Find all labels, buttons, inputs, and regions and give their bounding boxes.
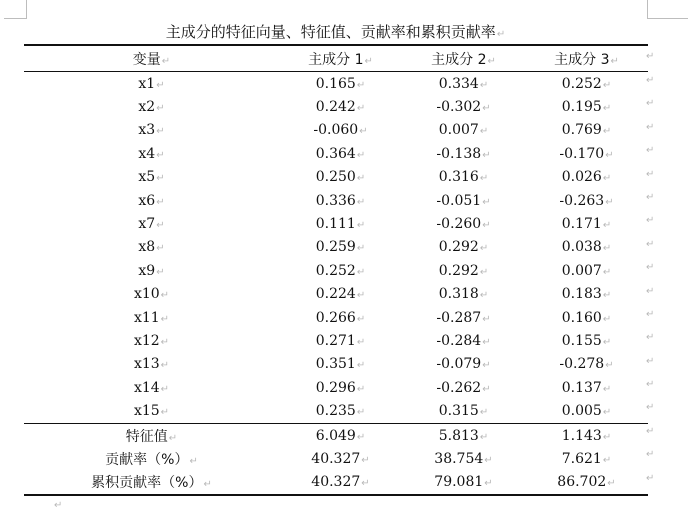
paragraph-mark-icon: ↵ <box>361 478 370 490</box>
variable-cell[interactable] <box>24 403 279 419</box>
header-cell-variable[interactable] <box>24 49 279 69</box>
row-end-mark-icon: ↵ <box>646 262 655 274</box>
paragraph-mark-icon: ↵ <box>479 79 489 91</box>
table-caption[interactable] <box>24 22 647 45</box>
table-row <box>24 95 648 118</box>
paragraph-mark-icon: ↵ <box>479 126 489 138</box>
variable-cell[interactable] <box>24 380 279 396</box>
variable-cell-text: x8 <box>138 239 156 256</box>
summary-label-cell-text: 累积贡献率（%） <box>91 475 203 492</box>
variable-cell[interactable] <box>24 169 279 185</box>
pc2-cell[interactable] <box>402 193 525 209</box>
paragraph-mark-icon: ↵ <box>356 266 366 278</box>
paragraph-mark-icon: ↵ <box>356 290 366 302</box>
paragraph-mark-icon: ↵ <box>484 478 493 490</box>
pc3-cell-text: 0.160 <box>561 309 602 326</box>
paragraph-mark-icon: ↵ <box>484 454 493 466</box>
paragraph-mark-icon: ↵ <box>54 500 63 511</box>
paragraph-mark-icon: ↵ <box>602 126 612 138</box>
pc2-cell-text: -0.260 <box>436 216 482 233</box>
pc1-cell-text: 0.259 <box>315 239 356 256</box>
pc1-cell-text: 6.049 <box>315 427 356 444</box>
pc3-cell-text: 1.143 <box>561 427 602 444</box>
header-pc2-label: 主成分 2 <box>431 51 487 68</box>
variable-cell[interactable] <box>24 216 279 232</box>
table-summary <box>24 423 648 494</box>
paragraph-mark-icon: ↵ <box>482 383 491 395</box>
summary-row <box>24 471 648 494</box>
row-end-mark-icon: ↵ <box>646 355 655 367</box>
pc3-cell-text: 0.038 <box>561 239 602 256</box>
paragraph-mark-icon: ↵ <box>364 55 373 67</box>
table-row <box>24 212 648 235</box>
paragraph-mark-icon: ↵ <box>356 220 366 232</box>
paragraph-mark-icon: ↵ <box>156 126 165 138</box>
paragraph-mark-icon: ↵ <box>361 454 370 466</box>
paragraph-mark-icon: ↵ <box>356 407 366 419</box>
paragraph-mark-icon: ↵ <box>156 243 165 255</box>
paragraph-mark-icon: ↵ <box>160 383 170 395</box>
pc3-cell-text: -0.170 <box>559 145 605 162</box>
pc2-cell[interactable] <box>402 333 525 349</box>
header-pc3-label: 主成分 3 <box>554 51 610 68</box>
pc3-cell-text: 0.183 <box>561 286 602 303</box>
pc1-cell[interactable] <box>279 403 402 419</box>
pc3-cell-text: 0.007 <box>561 262 602 279</box>
variable-cell-text: x2 <box>138 99 156 116</box>
pc3-cell[interactable] <box>525 122 648 138</box>
pc2-cell-text: 0.007 <box>438 122 479 139</box>
pc1-cell[interactable] <box>279 99 402 115</box>
pc3-cell[interactable] <box>525 99 648 115</box>
pc3-cell-text: -0.263 <box>559 192 605 209</box>
paragraph-mark-icon: ↵ <box>156 103 165 115</box>
pc2-cell-text: -0.302 <box>436 99 482 116</box>
pc1-cell[interactable] <box>279 380 402 396</box>
pc3-cell[interactable] <box>525 263 648 279</box>
paragraph-mark-icon: ↵ <box>359 126 368 138</box>
pc1-cell-text: 0.364 <box>315 145 356 162</box>
table-row <box>24 259 648 282</box>
paragraph-mark-icon: ↵ <box>156 220 165 232</box>
header-cell-pc2[interactable] <box>402 49 525 69</box>
pc2-cell[interactable] <box>402 169 525 185</box>
row-end-mark-icon: ↵ <box>646 121 655 133</box>
paragraph-mark-icon: ↵ <box>602 313 612 325</box>
paragraph-mark-icon: ↵ <box>602 336 612 348</box>
header-pc1-label: 主成分 1 <box>308 51 364 68</box>
summary-label-cell[interactable] <box>24 472 279 492</box>
pc1-cell-text: 0.250 <box>315 169 356 186</box>
pc1-cell-text: 0.224 <box>315 286 356 303</box>
pc1-cell-text: 0.242 <box>315 99 356 116</box>
paragraph-mark-icon: ↵ <box>482 360 491 372</box>
paragraph-mark-icon: ↵ <box>602 431 612 443</box>
summary-label-cell-text: 特征值 <box>125 428 168 445</box>
pc1-cell-text: 0.351 <box>315 356 356 373</box>
table-caption-text: 主成分的特征向量、特征值、贡献率和累积贡献率 <box>165 23 496 41</box>
paragraph-mark-icon: ↵ <box>602 243 612 255</box>
paragraph-mark-icon: ↵ <box>482 313 491 325</box>
table-row <box>24 189 648 212</box>
pc1-cell[interactable] <box>279 193 402 209</box>
paragraph-mark-icon: ↵ <box>479 290 489 302</box>
pc3-cell[interactable] <box>525 403 648 419</box>
pc3-cell[interactable] <box>525 146 648 162</box>
row-end-mark-icon: ↵ <box>646 168 655 180</box>
pc3-cell[interactable] <box>525 310 648 326</box>
paragraph-mark-icon: ↵ <box>602 266 612 278</box>
pc2-cell[interactable] <box>402 380 525 396</box>
variable-cell[interactable] <box>24 146 279 162</box>
pc3-cell-text: 0.171 <box>561 216 602 233</box>
summary-row <box>24 447 648 470</box>
variable-cell-text: x7 <box>138 216 156 233</box>
paragraph-mark-icon: ↵ <box>356 383 366 395</box>
pc2-cell[interactable] <box>402 356 525 372</box>
header-cell-pc1[interactable] <box>279 49 402 69</box>
variable-cell-text: x13 <box>133 356 160 373</box>
pc3-cell-text: 7.621 <box>561 450 602 467</box>
paragraph-mark-icon: ↵ <box>602 454 612 466</box>
table-row <box>24 236 648 259</box>
table-row <box>24 306 648 329</box>
pc1-cell[interactable] <box>279 310 402 326</box>
paragraph-mark-icon: ↵ <box>356 243 366 255</box>
table-row <box>24 376 648 399</box>
pc3-cell[interactable] <box>525 380 648 396</box>
paragraph-mark-icon: ↵ <box>160 336 170 348</box>
variable-cell-text: x12 <box>133 332 160 349</box>
variable-cell-text: x10 <box>133 286 160 303</box>
pc2-cell[interactable] <box>402 146 525 162</box>
paragraph-mark-icon: ↵ <box>356 313 366 325</box>
variable-cell-text: x5 <box>138 169 156 186</box>
pc2-cell-text: 0.318 <box>438 286 479 303</box>
paragraph-mark-icon: ↵ <box>356 149 366 161</box>
pc2-cell-text: 0.334 <box>438 75 479 92</box>
table-header-row <box>24 46 648 72</box>
pc1-cell[interactable] <box>279 122 402 138</box>
paragraph-mark-icon: ↵ <box>602 173 612 185</box>
variable-cell-text: x1 <box>138 75 156 92</box>
row-end-mark-icon: ↵ <box>646 285 655 297</box>
pc2-cell[interactable] <box>402 451 525 467</box>
pc2-cell[interactable] <box>402 99 525 115</box>
paragraph-mark-icon: ↵ <box>479 173 489 185</box>
table-row <box>24 283 648 306</box>
pc3-cell-text: 0.769 <box>561 122 602 139</box>
row-end-mark-icon: ↵ <box>646 425 655 437</box>
paragraph-mark-icon: ↵ <box>168 432 178 444</box>
pc3-cell[interactable] <box>525 333 648 349</box>
pc1-cell-text: 0.296 <box>315 379 356 396</box>
summary-label-cell[interactable] <box>24 426 279 446</box>
pc3-cell-text: 0.252 <box>561 75 602 92</box>
paragraph-mark-icon: ↵ <box>479 243 489 255</box>
pc2-cell-text: -0.262 <box>436 379 482 396</box>
summary-label-cell[interactable] <box>24 449 279 469</box>
variable-cell[interactable] <box>24 310 279 326</box>
principal-component-table[interactable] <box>24 44 648 496</box>
pc2-cell[interactable] <box>402 76 525 92</box>
pc2-cell-text: 0.315 <box>438 403 479 420</box>
pc2-cell-text: 79.081 <box>434 474 484 491</box>
paragraph-mark-icon: ↵ <box>160 360 170 372</box>
table-row <box>24 166 648 189</box>
row-end-mark-icon: ↵ <box>646 238 655 250</box>
row-end-mark-icon: ↵ <box>646 402 655 414</box>
pc3-cell-text: 0.137 <box>561 379 602 396</box>
variable-cell-text: x15 <box>133 403 160 420</box>
pc3-cell[interactable] <box>525 169 648 185</box>
variable-cell[interactable] <box>24 76 279 92</box>
pc1-cell[interactable] <box>279 263 402 279</box>
pc3-cell-text: 0.195 <box>561 99 602 116</box>
row-end-mark-icon: ↵ <box>646 191 655 203</box>
pc1-cell-text: 0.271 <box>315 332 356 349</box>
pc1-cell[interactable] <box>279 169 402 185</box>
pc3-cell[interactable] <box>525 239 648 255</box>
pc2-cell-text: -0.079 <box>436 356 482 373</box>
row-end-mark-icon: ↵ <box>646 75 655 86</box>
pc2-cell[interactable] <box>402 286 525 302</box>
paragraph-mark-icon: ↵ <box>482 149 491 161</box>
pc3-cell[interactable] <box>525 76 648 92</box>
pc3-cell[interactable] <box>525 216 648 232</box>
header-variable-label: 变量 <box>132 51 161 68</box>
pc1-cell[interactable] <box>279 333 402 349</box>
pc2-cell-text: 5.813 <box>438 427 479 444</box>
paragraph-mark-icon: ↵ <box>356 103 366 115</box>
pc3-cell-text: 0.005 <box>561 403 602 420</box>
paragraph-mark-icon: ↵ <box>356 173 366 185</box>
table-row <box>24 72 648 95</box>
row-end-mark-icon: ↵ <box>646 308 655 320</box>
table-row <box>24 353 648 376</box>
table-row <box>24 329 648 352</box>
pc1-cell-text: 40.327 <box>311 450 361 467</box>
pc1-cell[interactable] <box>279 356 402 372</box>
paragraph-mark-icon: ↵ <box>356 336 366 348</box>
pc2-cell-text: -0.051 <box>436 192 482 209</box>
paragraph-mark-icon: ↵ <box>610 55 619 67</box>
pc2-cell-text: -0.138 <box>436 145 482 162</box>
variable-cell[interactable] <box>24 122 279 138</box>
pc1-cell-text: 40.327 <box>311 474 361 491</box>
pc2-cell-text: 0.292 <box>438 262 479 279</box>
pc2-cell[interactable] <box>402 310 525 326</box>
variable-cell-text: x4 <box>138 145 156 162</box>
variable-cell-text: x3 <box>138 122 156 139</box>
pc3-cell-text: 86.702 <box>557 474 607 491</box>
paragraph-mark-icon: ↵ <box>156 196 165 208</box>
variable-cell[interactable] <box>24 333 279 349</box>
paragraph-mark-icon: ↵ <box>482 220 491 232</box>
pc3-cell[interactable] <box>525 474 648 490</box>
pc3-cell[interactable] <box>525 451 648 467</box>
paragraph-mark-icon: ↵ <box>602 103 612 115</box>
table-row <box>24 399 648 422</box>
pc1-cell-text: 0.252 <box>315 262 356 279</box>
paragraph-mark-icon: ↵ <box>160 407 170 419</box>
paragraph-mark-icon: ↵ <box>605 149 614 161</box>
paragraph-mark-icon: ↵ <box>479 407 489 419</box>
pc2-cell-text: -0.287 <box>436 309 482 326</box>
variable-cell-text: x9 <box>138 262 156 279</box>
paragraph-mark-icon: ↵ <box>161 55 171 67</box>
pc1-cell[interactable] <box>279 286 402 302</box>
pc2-cell-text: 38.754 <box>434 450 484 467</box>
paragraph-mark-icon: ↵ <box>482 336 491 348</box>
row-end-mark-icon: ↵ <box>646 332 655 344</box>
pc1-cell[interactable] <box>279 76 402 92</box>
pc1-cell-text: 0.165 <box>315 75 356 92</box>
paragraph-mark-icon: ↵ <box>156 79 165 91</box>
variable-cell[interactable] <box>24 239 279 255</box>
pc3-cell-text: 0.026 <box>561 169 602 186</box>
pc2-cell[interactable] <box>402 428 525 444</box>
pc2-cell-text: -0.284 <box>436 332 482 349</box>
paragraph-mark-icon: ↵ <box>602 407 612 419</box>
table-row <box>24 119 648 142</box>
pc1-cell[interactable] <box>279 428 402 444</box>
paragraph-mark-icon: ↵ <box>605 196 614 208</box>
paragraph-mark-icon: ↵ <box>602 220 612 232</box>
paragraph-mark-icon: ↵ <box>189 455 198 467</box>
pc1-cell[interactable] <box>279 474 402 490</box>
paragraph-mark-icon: ↵ <box>602 383 612 395</box>
pc2-cell[interactable] <box>402 403 525 419</box>
variable-cell[interactable] <box>24 99 279 115</box>
pc1-cell-text: 0.235 <box>315 403 356 420</box>
paragraph-mark-icon: ↵ <box>602 290 612 302</box>
pc1-cell[interactable] <box>279 239 402 255</box>
paragraph-mark-icon: ↵ <box>605 360 614 372</box>
variable-cell[interactable] <box>24 356 279 372</box>
paragraph-mark-icon: ↵ <box>482 103 491 115</box>
row-end-mark-icon: ↵ <box>646 472 655 484</box>
pc1-cell-text: -0.060 <box>313 122 359 139</box>
variable-cell[interactable] <box>24 286 279 302</box>
table-body <box>24 72 648 423</box>
paragraph-mark-icon: ↵ <box>160 290 170 302</box>
table-row <box>24 142 648 165</box>
paragraph-mark-icon: ↵ <box>482 196 491 208</box>
pc2-cell-text: 0.316 <box>438 169 479 186</box>
paragraph-mark-icon: ↵ <box>496 29 506 40</box>
variable-cell-text: x14 <box>133 379 160 396</box>
row-end-mark-icon: ↵ <box>646 449 655 461</box>
pc1-cell[interactable] <box>279 451 402 467</box>
variable-cell[interactable] <box>24 263 279 279</box>
page-corner-top-left <box>4 0 27 19</box>
paragraph-mark-icon: ↵ <box>487 55 496 67</box>
paragraph-mark-icon: ↵ <box>356 79 366 91</box>
pc3-cell[interactable] <box>525 428 648 444</box>
pc1-cell-text: 0.111 <box>315 216 356 233</box>
paragraph-mark-icon: ↵ <box>479 431 489 443</box>
paragraph-mark-icon: ↵ <box>203 479 212 491</box>
header-cell-pc3[interactable] <box>525 49 648 69</box>
paragraph-mark-icon: ↵ <box>607 478 616 490</box>
paragraph-mark-icon: ↵ <box>156 173 165 185</box>
row-end-mark-icon: ↵ <box>646 215 655 227</box>
paragraph-mark-icon: ↵ <box>479 266 489 278</box>
pc2-cell[interactable] <box>402 474 525 490</box>
paragraph-mark-icon: ↵ <box>602 79 612 91</box>
row-end-mark-icon: ↵ <box>646 98 655 110</box>
pc2-cell[interactable] <box>402 216 525 232</box>
paragraph-mark-icon: ↵ <box>356 360 366 372</box>
row-end-mark-icon: ↵ <box>646 51 655 62</box>
paragraph-mark-icon: ↵ <box>356 196 366 208</box>
row-end-mark-icon: ↵ <box>646 379 655 391</box>
variable-cell-text: x11 <box>133 309 160 326</box>
pc3-cell[interactable] <box>525 286 648 302</box>
pc2-cell[interactable] <box>402 263 525 279</box>
pc1-cell[interactable] <box>279 216 402 232</box>
summary-row <box>24 423 648 447</box>
paragraph-mark-icon: ↵ <box>156 149 165 161</box>
pc3-cell-text: 0.155 <box>561 332 602 349</box>
pc1-cell[interactable] <box>279 146 402 162</box>
paragraph-mark-icon: ↵ <box>160 313 170 325</box>
summary-label-cell-text: 贡献率（%） <box>105 451 189 468</box>
row-end-marks <box>646 44 660 490</box>
variable-cell[interactable] <box>24 193 279 209</box>
pc1-cell-text: 0.266 <box>315 309 356 326</box>
pc2-cell-text: 0.292 <box>438 239 479 256</box>
pc1-cell-text: 0.336 <box>315 192 356 209</box>
pc2-cell[interactable] <box>402 239 525 255</box>
row-end-mark-icon: ↵ <box>646 145 655 157</box>
pc3-cell[interactable] <box>525 356 648 372</box>
variable-cell-text: x6 <box>138 192 156 209</box>
pc2-cell[interactable] <box>402 122 525 138</box>
paragraph-mark-icon: ↵ <box>156 266 165 278</box>
page-corner-top-right <box>647 0 688 19</box>
pc3-cell[interactable] <box>525 193 648 209</box>
pc3-cell-text: -0.278 <box>559 356 605 373</box>
paragraph-mark-icon: ↵ <box>356 431 366 443</box>
